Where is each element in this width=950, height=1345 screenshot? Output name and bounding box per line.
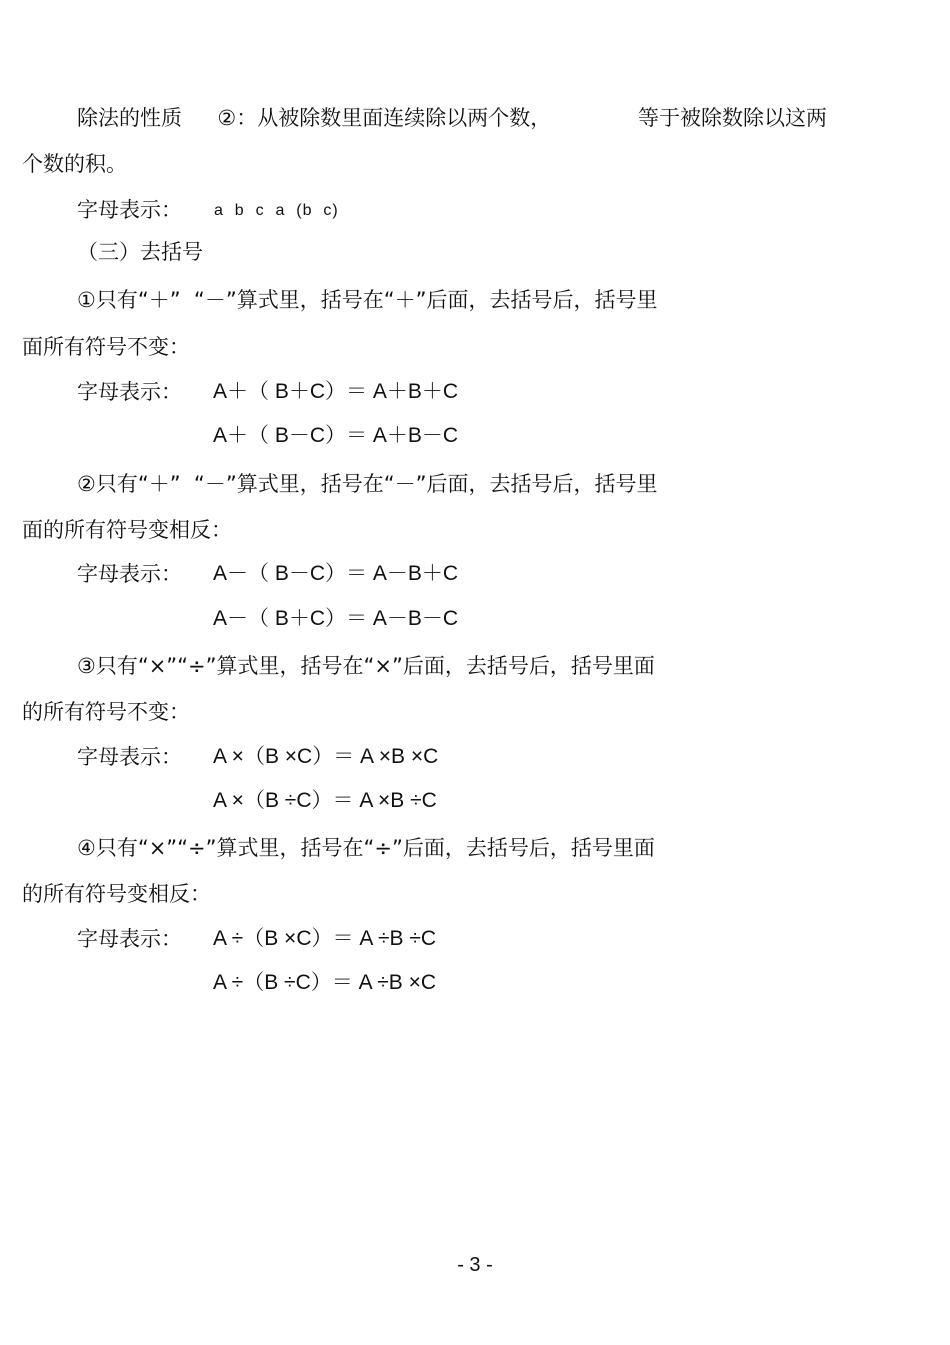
rule-1-letter-label: 字母表示：: [77, 380, 182, 404]
rule-2-formula-2: A－（ B＋C）＝ A－B－C: [213, 607, 459, 630]
rule-3-formula-1: A ×（B ×C）＝ A ×B ×C: [213, 745, 439, 768]
rule-2-text: ②只有“＋” “－”算式里，括号在“－”后面，去括号后，括号里: [77, 472, 658, 496]
rule-2-text-cont: 面的所有符号变相反：: [22, 518, 232, 542]
rule-4-formula-1: A ÷（B ×C）＝ A ÷B ÷C: [213, 927, 437, 950]
rule-3-letter-label: 字母表示：: [77, 745, 182, 769]
rule-4-formula-2: A ÷（B ÷C）＝ A ÷B ×C: [213, 971, 437, 994]
rule-2-letter-label: 字母表示：: [77, 562, 182, 586]
division-property-line: [77, 104, 551, 132]
page-number: - 3 -: [457, 1254, 493, 1276]
rule-4-text: ④只有“×”“÷”算式里，括号在“÷”后面，去括号后，括号里面: [77, 836, 655, 860]
rule-4-letter-label: 字母表示：: [77, 927, 182, 951]
rule-4-text-cont: 的所有符号变相反：: [22, 882, 211, 906]
letter-label: 字母表示：: [77, 198, 182, 222]
division-property-prefix: 除法的性质: [77, 106, 182, 130]
rule-1-text-cont: 面所有符号不变：: [22, 335, 190, 359]
rule-3-formula-2: A ×（B ÷C）＝ A ×B ÷C: [213, 789, 437, 812]
rule-1-formula-1: A＋（ B＋C）＝ A＋B＋C: [213, 380, 459, 403]
rule-3-text: ③只有“×”“÷”算式里，括号在“×”后面，去括号后，括号里面: [77, 654, 655, 678]
rule-3-text-cont: 的所有符号不变：: [22, 700, 190, 724]
division-property-suffix: 等于被除数除以这两: [638, 106, 827, 130]
section-title: （三）去括号: [77, 240, 203, 264]
rule-1-formula-2: A＋（ B－C）＝ A＋B－C: [213, 424, 459, 447]
rule-2-formula-1: A－（ B－C）＝ A－B＋C: [213, 562, 459, 585]
division-property-item: ②：从被除数里面连续除以两个数，: [217, 106, 552, 130]
division-property-continuation: 个数的积。: [22, 152, 127, 176]
rule-1-text: ①只有“＋” “－”算式里，括号在“＋”后面，去括号后，括号里: [77, 288, 658, 312]
division-formula: a b c a (b c): [214, 202, 339, 219]
